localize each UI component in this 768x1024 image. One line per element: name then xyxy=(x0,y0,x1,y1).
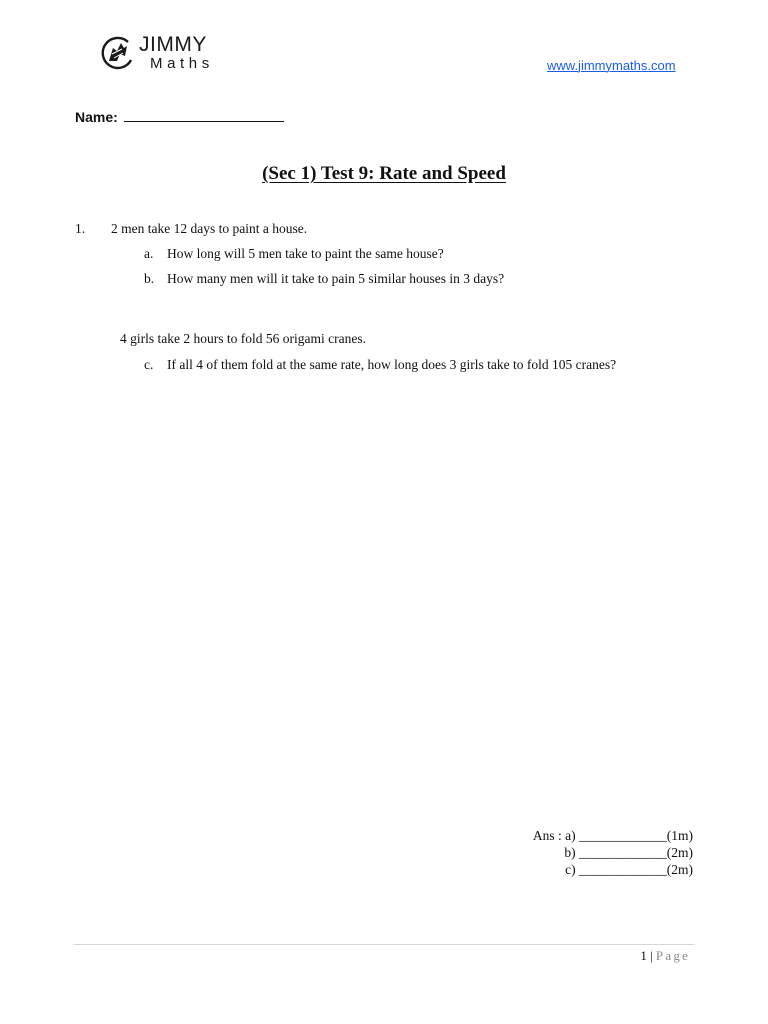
page-footer xyxy=(640,948,690,964)
answer-line-c[interactable]: c) _____________(2m) xyxy=(565,862,693,877)
part-c-text: If all 4 of them fold at the same rate, how long does 3 girls take to fold 105 cranes? xyxy=(167,357,617,372)
page-label: Page xyxy=(655,948,690,963)
answer-line-a[interactable]: Ans : a) _____________(1m) xyxy=(532,828,693,843)
name-label: Name: xyxy=(75,109,118,125)
page-separator: | xyxy=(650,948,653,963)
part-b-label: b. xyxy=(144,271,155,286)
website-link[interactable]: www.jimmymaths.com xyxy=(547,58,676,73)
answer-line-b[interactable]: b) _____________(2m) xyxy=(564,845,693,860)
logo-text-jimmy: JIMMY xyxy=(139,33,207,56)
jimmy-maths-logo xyxy=(98,34,238,74)
question-number: 1. xyxy=(75,221,86,236)
part-c-label: c. xyxy=(144,357,154,372)
page-title xyxy=(0,163,768,185)
part-a-text: How long will 5 men take to paint the same house? xyxy=(167,246,444,261)
page-number: 1 xyxy=(640,948,647,963)
name-blank-line[interactable] xyxy=(124,108,284,122)
logo-mark-icon xyxy=(98,34,136,72)
page-title-text: (Sec 1) Test 9: Rate and Speed xyxy=(262,163,506,184)
question-stem: 2 men take 12 days to paint a house. xyxy=(111,221,308,236)
part-a-label: a. xyxy=(144,246,154,261)
footer-divider xyxy=(74,944,694,945)
question-stem-2: 4 girls take 2 hours to fold 56 origami cranes. xyxy=(120,331,366,346)
logo-text-maths: Maths xyxy=(150,55,214,72)
name-field-row xyxy=(75,108,284,125)
part-b-text: How many men will it take to pain 5 similar houses in 3 days? xyxy=(167,271,505,286)
